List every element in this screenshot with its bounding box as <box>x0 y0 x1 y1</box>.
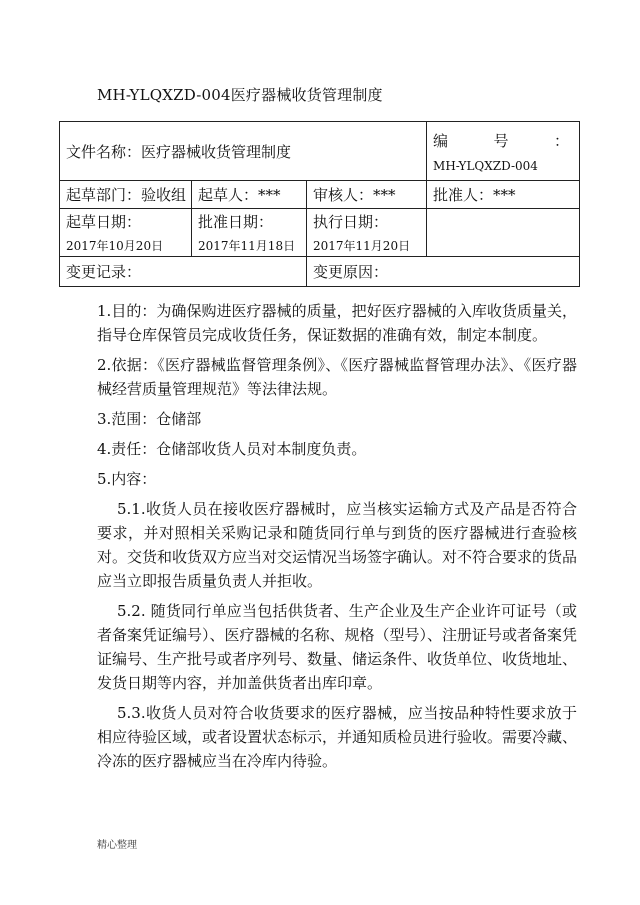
serial-label-char-2: 号 <box>493 131 509 150</box>
section-5-3: 5.3.收货人员对符合收货要求的医疗器械，应当按品种特性要求放于相应待验区域，或者设置状态标示，并通知质检员进行验收。需要冷藏、冷冻的医疗器械应当在冷库内待验。 <box>97 704 578 770</box>
draft-department-cell: 起草部门：验收组 <box>60 181 192 209</box>
drafter-cell: 起草人：*** <box>192 181 307 209</box>
footer-note: 精心整理 <box>97 840 137 851</box>
exec-date-cell <box>307 209 427 257</box>
file-name-text: 文件名称：医疗器械收货管理制度 <box>66 142 292 161</box>
document-title: MH-YLQXZD-004医疗器械收货管理制度 <box>97 86 383 104</box>
document-info-table <box>59 121 580 287</box>
empty-cell <box>427 209 580 257</box>
exec-date-label: 执行日期： <box>313 213 389 231</box>
approver-cell: 批准人：*** <box>427 181 580 209</box>
section-purpose: 1.目的：为确保购进医疗器械的质量，把好医疗器械的入库收货质量关，指导仓库保管员完成收货任务，保证数据的准确有效，制定本制度。 <box>97 302 577 344</box>
exec-date-value: 2017年11月20日 <box>313 239 411 253</box>
reviewer-cell: 审核人：*** <box>307 181 427 209</box>
approve-date-label: 批准日期： <box>198 213 274 231</box>
serial-label-char-1: 编 <box>433 131 449 150</box>
serial-label-colon: ： <box>554 131 570 150</box>
approve-date-value: 2017年11月18日 <box>198 239 296 253</box>
approve-date-cell <box>192 209 307 257</box>
section-content-heading: 5.内容： <box>97 470 157 488</box>
document-body <box>97 299 577 779</box>
file-name-cell <box>60 122 427 181</box>
serial-number-label <box>433 130 573 151</box>
serial-number-value: MH-YLQXZD-004 <box>433 158 538 173</box>
draft-date-label: 起草日期： <box>66 213 142 231</box>
change-reason-cell: 变更原因： <box>307 257 580 287</box>
section-5-1: 5.1.收货人员在接收医疗器械时，应当核实运输方式及产品是否符合要求，并对照相关采购记录和随货同行单与到货的医疗器械进行查验核对。交货和收货双方应当对交运情况当场签字确认。对不符合要求的货品应当立即报告质量负责人并拒收。 <box>97 500 578 590</box>
draft-date-value: 2017年10月20日 <box>66 239 164 253</box>
section-scope: 3.范围：仓储部 <box>97 410 202 428</box>
serial-number-cell <box>427 122 580 181</box>
change-record-cell: 变更记录： <box>60 257 307 287</box>
section-responsibility: 4.责任：仓储部收货人员对本制度负责。 <box>97 440 367 458</box>
draft-date-cell <box>60 209 192 257</box>
section-basis: 2.依据：《医疗器械监督管理条例》、《医疗器械监督管理办法》、《医疗器械经营质量管理规范》等法律法规。 <box>97 356 577 398</box>
section-5-2: 5.2. 随货同行单应当包括供货者、生产企业及生产企业许可证号（或者备案凭证编号）、医疗器械的名称、规格（型号）、注册证号或者备案凭证编号、生产批号或者序列号、数量、储运条件、收货单位、收货地址、发货日期等内容，并加盖供货者出库印章。 <box>97 602 578 692</box>
